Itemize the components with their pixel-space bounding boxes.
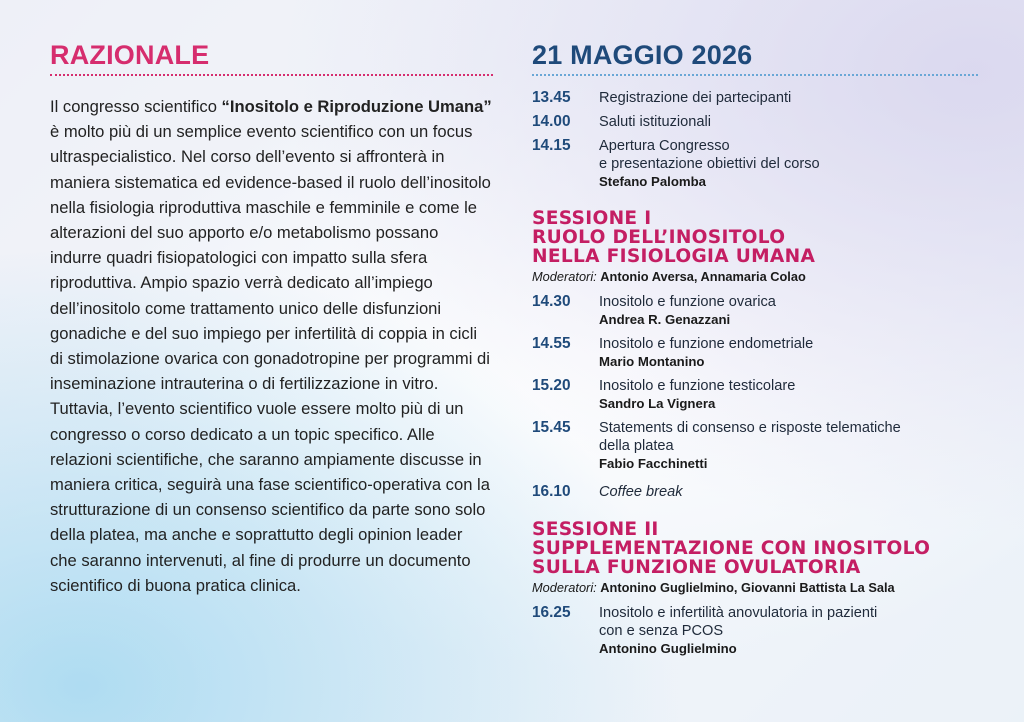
rationale-column [50, 40, 493, 598]
item-speaker: Antonino Guglielmino [599, 641, 737, 656]
moderators-names: Antonio Aversa, Annamaria Colao [600, 269, 806, 284]
item-title: Inositolo e funzione endometriale [599, 336, 814, 352]
rationale-text [50, 94, 493, 598]
moderators-label: Moderatori: [532, 580, 597, 595]
program-column [532, 40, 978, 658]
coffee-break-item [532, 483, 978, 501]
program-item [532, 89, 978, 107]
item-speaker: Andrea R. Genazzani [599, 312, 731, 327]
program-item [532, 137, 978, 191]
item-title: Coffee break [599, 484, 683, 500]
item-title: Saluti istituzionali [599, 114, 711, 130]
session-2 [532, 520, 978, 658]
session-1-title-line1: RUOLO DELL’INOSITOLO [532, 227, 786, 248]
item-title: Inositolo e infertilità anovulatoria in pazienti con e senza PCOS [599, 605, 878, 639]
program-date-heading: 21 MAGGIO 2026 [532, 40, 978, 76]
program-item [532, 377, 978, 413]
session-2-title-line2: SULLA FUNZIONE OVULATORIA [532, 557, 861, 578]
session-2-label: SESSIONE II [532, 519, 659, 540]
session-1-title-line2: NELLA FISIOLOGIA UMANA [532, 246, 816, 267]
program-item [532, 335, 978, 371]
rationale-heading: RAZIONALE [50, 40, 493, 76]
item-time: 14.00 [532, 113, 571, 130]
rationale-lead: Il congresso scientifico [50, 97, 222, 116]
program-item [532, 113, 978, 131]
item-title: Inositolo e funzione ovarica [599, 294, 776, 310]
program-item [532, 293, 978, 329]
session-1 [532, 209, 978, 501]
session-1-items [532, 293, 978, 501]
session-1-moderators [532, 269, 978, 284]
program-item [532, 419, 978, 473]
opening-list [532, 89, 978, 191]
item-time: 15.20 [532, 377, 571, 394]
item-time: 13.45 [532, 89, 571, 106]
congress-title: “Inositolo e Riproduzione Umana” [221, 97, 492, 116]
item-title: Registrazione dei partecipanti [599, 90, 792, 106]
item-time: 14.15 [532, 137, 571, 154]
item-speaker: Mario Montanino [599, 354, 705, 369]
item-speaker: Stefano Palomba [599, 174, 706, 189]
item-time: 14.55 [532, 335, 571, 352]
item-title: Statements di consenso e risposte telematiche della platea [599, 420, 901, 454]
item-title: Inositolo e funzione testicolare [599, 378, 796, 394]
moderators-names: Antonino Guglielmino, Giovanni Battista La Sala [600, 580, 895, 595]
item-time: 15.45 [532, 419, 571, 436]
program-item [532, 604, 978, 658]
session-2-items [532, 604, 978, 658]
session-1-label: SESSIONE I [532, 208, 652, 229]
session-2-moderators [532, 580, 978, 595]
session-2-title-line1: SUPPLEMENTAZIONE CON INOSITOLO [532, 538, 931, 559]
item-speaker: Sandro La Vignera [599, 396, 716, 411]
item-title: Apertura Congresso e presentazione obiettivi del corso [599, 138, 820, 172]
item-speaker: Fabio Facchinetti [599, 456, 708, 471]
moderators-label: Moderatori: [532, 269, 597, 284]
rationale-body: è molto più di un semplice evento scientifico con un focus ultraspecialistico. Nel corso dell’evento si affronterà in maniera sistematica ed evidence-based il ruolo dell’inositolo nella fisiologia riproduttiva maschile e femminile e come le alterazioni del suo apporto e/o metabolismo possano indurre quadri fisiopatologici con impatto sulla sfera riproduttiva. Ampio spazio verrà dedicato all’impiego dell’inositolo come trattamento unico delle disfunzioni gonadiche e del suo impiego per infertilità di coppia in cicli di stimolazione ovarica con gonadotropine per programmi di inseminazione intrauterina o di fertilizzazione in vitro. Tuttavia, l’evento scientifico vuole essere molto più di un congresso o corso dedicato a un topic specifico. Alle relazioni scientifiche, che saranno ampiamente discusse in maniera critica, seguirà una fase scientifico-operativa con la strutturazione di un consenso scientifico da parte sono solo della platea, ma anche e soprattutto degli opinion leader che saranno intervenuti, al fine di produrre un documento scientifico di buona pratica clinica. [50, 122, 491, 595]
item-time: 16.25 [532, 604, 571, 621]
item-time: 16.10 [532, 483, 571, 500]
item-time: 14.30 [532, 293, 571, 310]
